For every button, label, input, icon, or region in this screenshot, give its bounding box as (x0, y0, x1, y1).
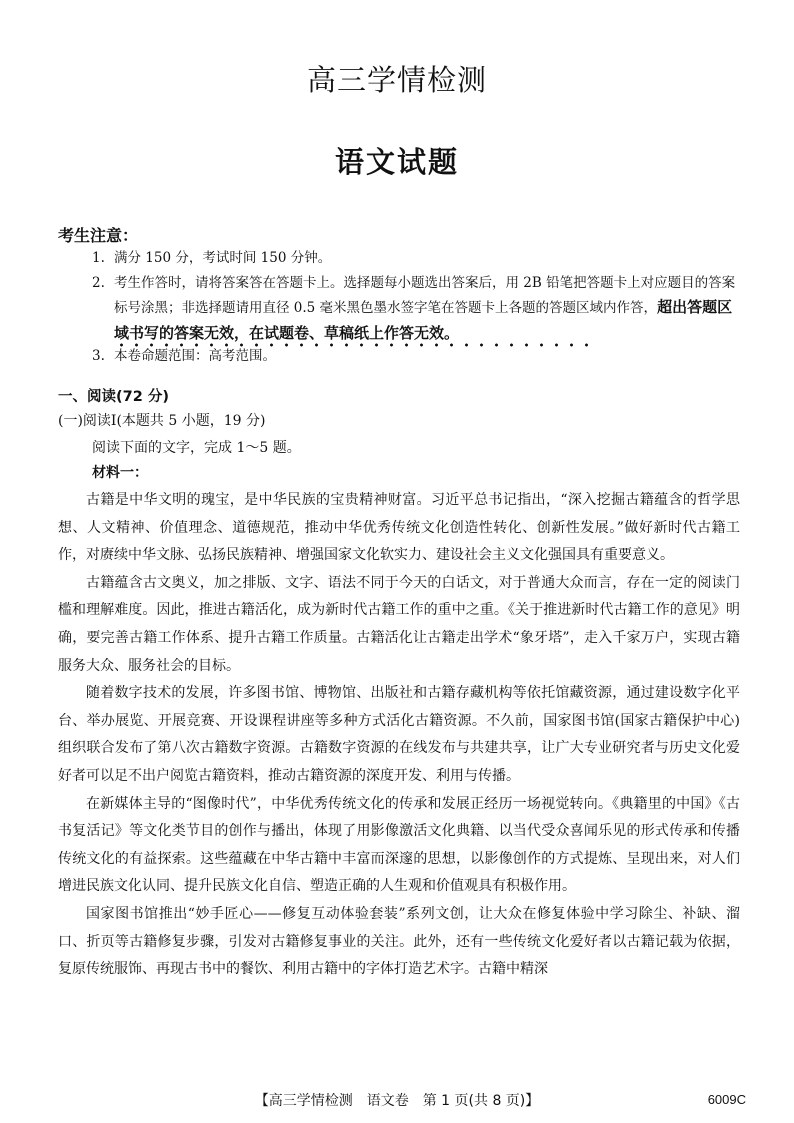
notice-item-2 (92, 271, 742, 349)
section-title: 一、阅读(72 分) (58, 389, 169, 405)
page-subtitle: 语文试题 (334, 145, 459, 179)
passage-body (58, 487, 740, 984)
paper-code: 6009C (707, 1092, 746, 1107)
footer-label: 【高三学情检测 语文卷 第 1 页(共 8 页)】 (254, 1093, 540, 1109)
notice-number: 2. (92, 274, 105, 291)
notice-text: 满分 150 分，考试时间 150 分钟。 (114, 250, 332, 266)
paragraph: 随着数字技术的发展，许多图书馆、博物馆、出版社和古籍存藏机构等依托馆藏资源，通过建设数字化平台、举办展览、开展竞赛、开设课程讲座等多种方式活化古籍资源。不久前，国家图书馆(国家古籍保护中心)组织联合发布了第八次古籍数字资源。古籍数字资源的在线发布与共建共享，让广大专业研究者与历史文化爱好者可以足不出户阅览古籍资料，推动古籍资源的深度开发、利用与传播。 (58, 685, 740, 784)
material-label: 材料一： (92, 465, 148, 481)
notice-text: 考生作答时，请将答案答在答题卡上。选择题每小题选出答案后，用 2B 铅笔把答题卡上对应题目的答案标号涂黑；非选择题请用直径 0.5 毫米黑色墨水签字笔在答题卡上各题的答题区域内作答， (114, 274, 736, 316)
notice-heading: 考生注意： (58, 226, 139, 245)
notice-item-3 (92, 344, 742, 369)
notice-text: 本卷命题范围：高考范围。 (114, 348, 276, 364)
notice-warning: 超出答题区域书写的答案无效，在试题卷、草稿纸上作答无效。 (114, 298, 733, 342)
notice-list (92, 246, 742, 369)
notice-number: 1. (92, 250, 105, 266)
page-title: 高三学情检测 (306, 63, 487, 97)
paragraph: 国家图书馆推出“妙手匠心——修复互动体验套装”系列文创，让大众在修复体验中学习除尘、补缺、溜口、折页等古籍修复步骤，引发对古籍修复事业的关注。此外，还有一些传统文化爱好者以古籍记载为依据，复原传统服饰、再现古书中的餐饮、利用古籍中的字体打造艺术字。古籍中精深 (58, 905, 740, 978)
paragraph: 古籍蕴含古文奥义，加之排版、文字、语法不同于今天的白话文，对于普通大众而言，存在一定的阅读门槛和理解难度。因此，推进古籍活化，成为新时代古籍工作的重中之重。《关于推进新时代古籍工作的意见》明确，要完善古籍工作体系、提升古籍工作质量。古籍活化让古籍走出学术“象牙塔”，走入千家万户，实现古籍服务大众、服务社会的目标。 (58, 574, 740, 674)
notice-item-1 (92, 246, 742, 271)
paragraph: 古籍是中华文明的瑰宝，是中华民族的宝贵精神财富。习近平总书记指出，“深入挖掘古籍蕴含的哲学思想、人文精神、价值理念、道德规范，推动中华优秀传统文化创造性转化、创新性发展。”做好新时代古籍工作，对赓续中华文脉、弘扬民族精神、增强国家文化软实力、建设社会主义文化强国具有重要意义。 (58, 492, 740, 564)
notice-number: 3. (92, 348, 105, 364)
instruction-text: 阅读下面的文字，完成 1～5 题。 (92, 440, 301, 456)
page-footer (0, 1090, 794, 1110)
paragraph: 在新媒体主导的“图像时代”，中华优秀传统文化的传承和发展正经历一场视觉转向。《典籍里的中国》《古书复活记》等文化类节目的创作与播出，体现了用影像激活文化典籍、以当代受众喜闻乐见的形式传承和传播传统文化的有益探索。这些蕴藏在中华古籍中丰富而深邃的思想，以影像创作的方式提炼、呈现出来，对人们增进民族文化认同、提升民族文化自信、塑造正确的人生观和价值观具有积极作用。 (58, 795, 740, 895)
sub-section-title: (一)阅读Ⅰ(本题共 5 小题，19 分) (58, 413, 266, 429)
